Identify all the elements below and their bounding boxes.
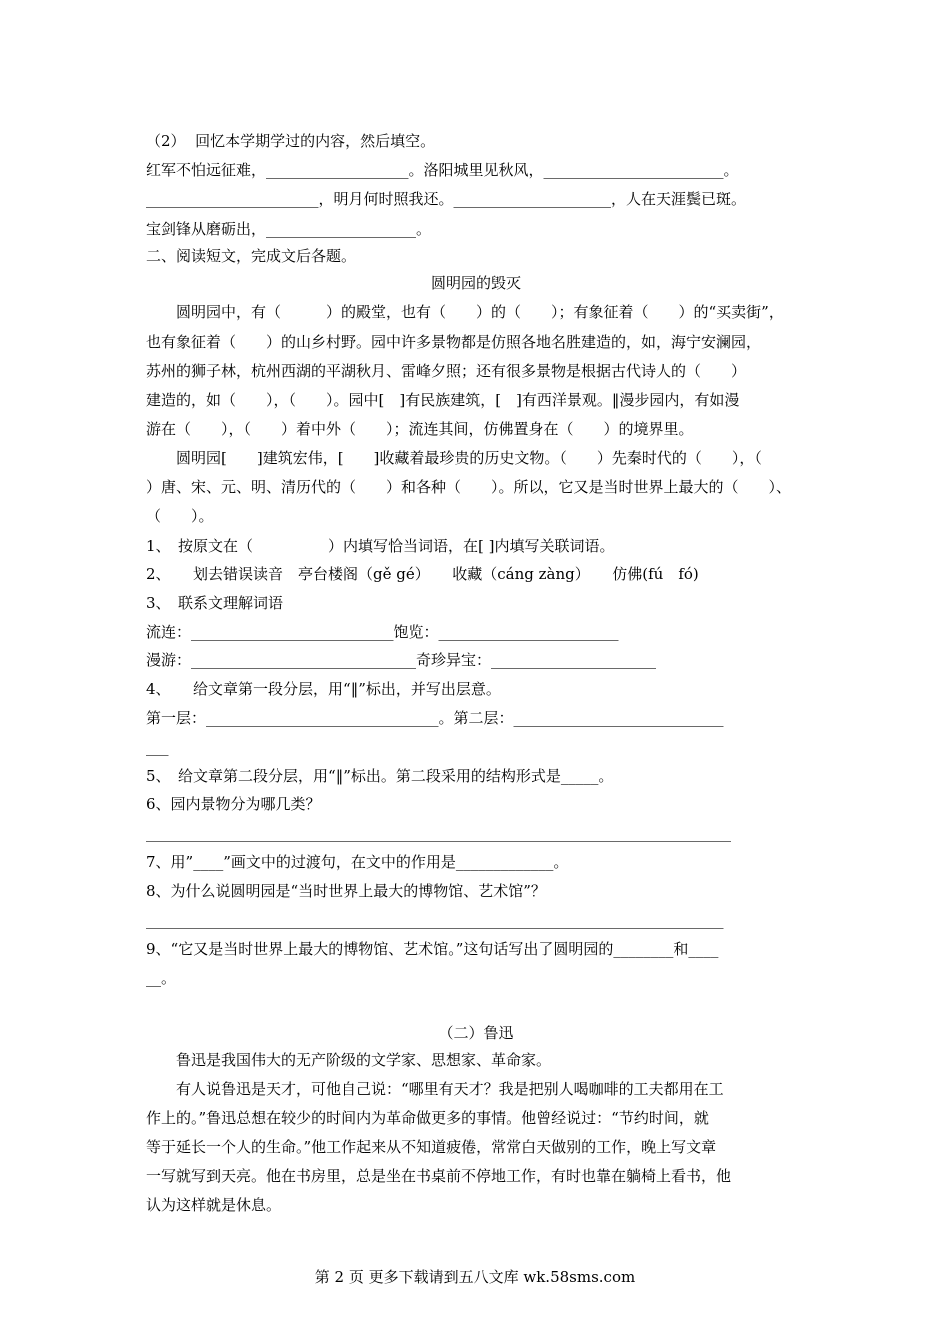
section-heading: 二、阅读短文，完成文后各题。 (146, 247, 357, 265)
fill-blank-instruction: （2） 回忆本学期学过的内容，然后填空。 (146, 132, 436, 150)
question-6-answer: ______________________________________________________________________________ (146, 824, 731, 842)
question-9: 9、“它又是当时世界上最大的博物馆、艺术馆。”这句话写出了圆明园的________和____ (146, 940, 719, 958)
question-8-answer: _____________________________________________________________________________ (146, 911, 724, 929)
passage-line: 也有象征着（ ）的山乡村野。园中许多景物都是仿照各地名胜建造的，如，海宁安澜园， (146, 333, 762, 351)
passage-2-line: 认为这样就是休息。 (146, 1196, 282, 1214)
question-1: 1、 按原文在（ ）内填写恰当词语，在[ ]内填写关联词语。 (146, 537, 615, 555)
question-3-line-a: 流连：___________________________饱览：________________________ (146, 623, 619, 641)
question-8: 8、为什么说圆明园是“当时世界上最大的博物馆、艺术馆”？ (146, 882, 546, 900)
passage-line: 圆明园中，有（ ）的殿堂，也有（ ）的（ ）；有象征着（ ）的“买卖街”， (146, 303, 784, 321)
question-2: 2、 划去错误读音 亭台楼阁（gě gé） 收藏（cáng zàng） 仿佛(fú fó) (146, 565, 699, 583)
passage-2-line: 等于延长一个人的生命。”他工作起来从不知道疲倦，常常白天做别的工作，晚上写文章 (146, 1138, 717, 1156)
passage-line: （ ）。 (146, 507, 214, 525)
question-4-answer: 第一层：_______________________________。第二层：____________________________ (146, 709, 724, 727)
question-6: 6、园内景物分为哪几类？ (146, 795, 321, 813)
page-footer: 第 2 页 更多下载请到五八文库 wk.58sms.com (314, 1268, 636, 1286)
passage-2-line: 一写就写到天亮。他在书房里，总是坐在书桌前不停地工作，有时也靠在躺椅上看书，他 (146, 1167, 732, 1185)
poem-line-3: 宝剑锋从磨砺出，____________________。 (146, 220, 432, 238)
passage-2-line: 有人说鲁迅是天才，可他自己说：“哪里有天才？我是把别人喝咖啡的工夫都用在工 (146, 1080, 724, 1098)
question-4: 4、 给文章第一段分层，用“‖”标出，并写出层意。 (146, 680, 501, 698)
question-9-cont: __。 (146, 969, 177, 987)
poem-line-2: _______________________，明月何时照我还。_____________________，人在天涯鬓已斑。 (146, 190, 747, 208)
question-3: 3、 联系文理解词语 (146, 594, 284, 612)
poem-line-1: 红军不怕远征难，___________________。洛阳城里见秋风，________________________。 (146, 161, 739, 179)
passage-line: ）唐、宋、元、明、清历代的（ ）和各种（ ）。所以，它又是当时世界上最大的（ ）、 (146, 478, 792, 496)
question-7: 7、用”____”画文中的过渡句，在文中的作用是_____________。 (146, 853, 569, 871)
passage-line: 建造的，如（ ），（ ）。园中[ ]有民族建筑，[ ]有西洋景观。‖漫步园内，有如漫 (146, 391, 740, 409)
passage-2-line: 鲁迅是我国伟大的无产阶级的文学家、思想家、革命家。 (146, 1051, 552, 1069)
passage-2-line: 作上的。”鲁迅总想在较少的时间内为革命做更多的事情。他曾经说过：“节约时间，就 (146, 1109, 709, 1127)
passage-title: 圆明园的毁灭 (430, 274, 521, 292)
question-4-answer-cont: ___ (146, 738, 169, 756)
question-3-line-b: 漫游：______________________________奇珍异宝：______________________ (146, 651, 657, 669)
passage-line: 圆明园[ ]建筑宏伟，[ ]收藏着最珍贵的历史文物。（ ）先秦时代的（ ），（ (146, 449, 762, 467)
passage-2-title: （二）鲁迅 (438, 1024, 514, 1042)
passage-line: 游在（ ），（ ）着中外（ ）；流连其间，仿佛置身在（ ）的境界里。 (146, 420, 694, 438)
passage-line: 苏州的狮子林，杭州西湖的平湖秋月、雷峰夕照；还有很多景物是根据古代诗人的（ ） (146, 362, 747, 380)
question-5: 5、 给文章第二段分层，用“‖”标出。第二段采用的结构形式是_____。 (146, 767, 614, 785)
